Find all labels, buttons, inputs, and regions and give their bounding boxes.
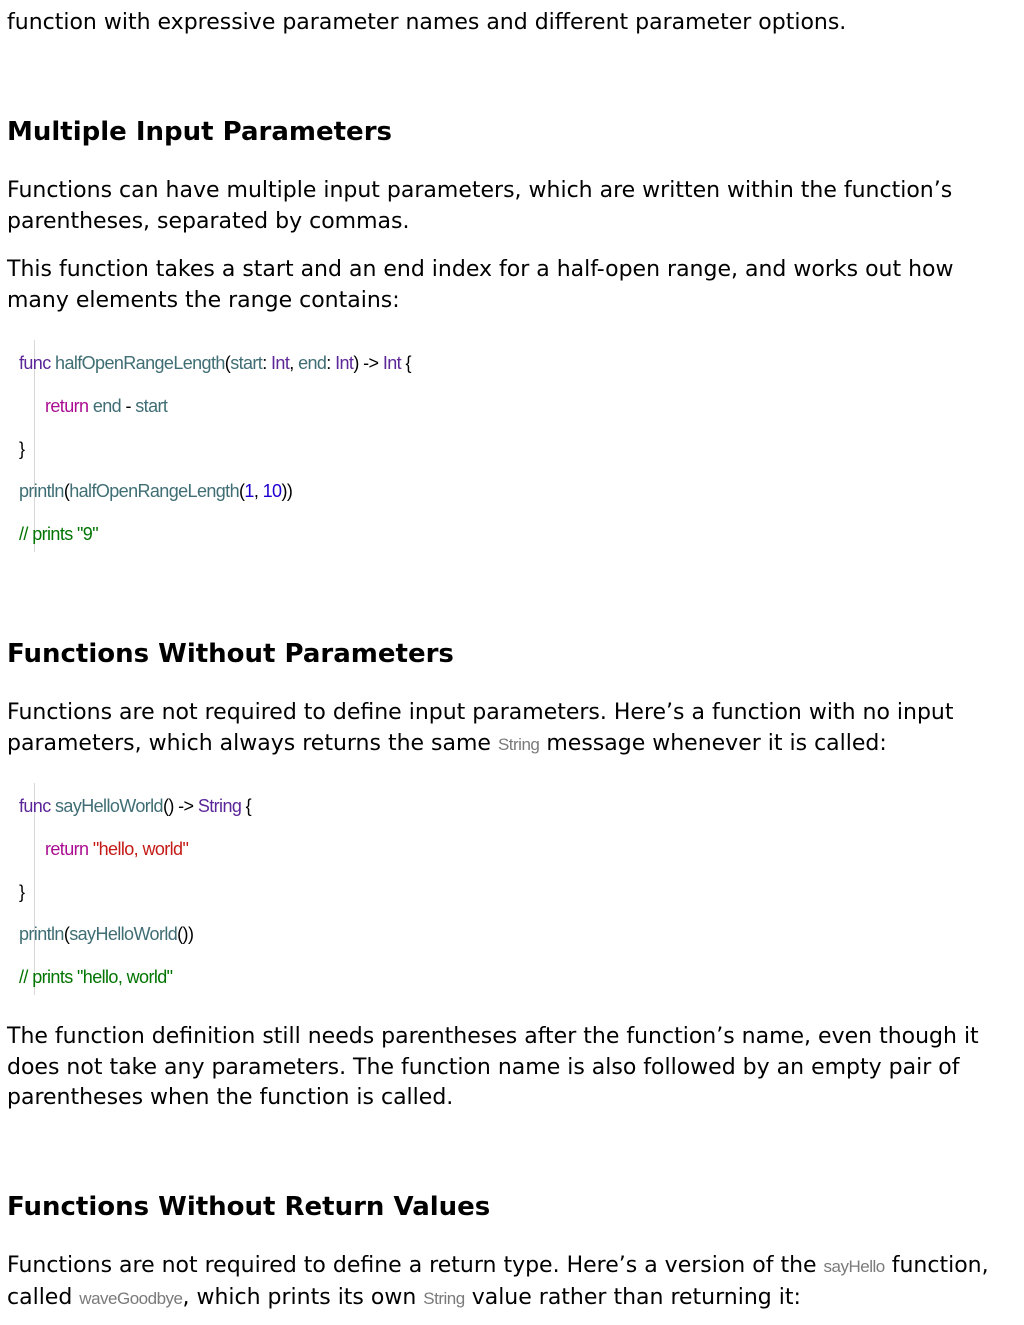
paragraph-line xyxy=(7,1283,1012,1315)
code-punct: () -> xyxy=(162,796,198,816)
code-block-half-open-range xyxy=(19,340,411,552)
code-line xyxy=(45,394,167,418)
inline-code: waveGoodbye xyxy=(79,1288,183,1308)
code-line xyxy=(19,794,251,818)
code-keyword: func xyxy=(19,353,51,373)
code-punct: ( xyxy=(63,924,70,944)
code-keyword: return xyxy=(45,396,89,416)
without-params-paragraph-2 xyxy=(7,1022,1012,1114)
code-punct: : xyxy=(262,353,272,373)
code-line xyxy=(19,522,98,546)
code-line xyxy=(19,479,292,503)
code-identifier: println xyxy=(19,481,64,501)
text-run: parameters, which always returns the same xyxy=(7,730,498,756)
code-punct: , xyxy=(253,481,263,501)
inline-code: String xyxy=(423,1288,465,1308)
code-punct: ) -> xyxy=(353,353,383,373)
intro-paragraph xyxy=(7,8,1012,39)
paragraph-line: many elements the range contains: xyxy=(7,287,400,313)
code-punct: - xyxy=(121,396,136,416)
code-line xyxy=(19,437,24,461)
code-identifier: halfOpenRangeLength xyxy=(69,481,239,501)
code-punct: )) xyxy=(281,481,293,501)
heading-functions-without-parameters: Functions Without Parameters xyxy=(7,639,454,669)
paragraph-line: Functions can have multiple input parameters, which are written within the function’s xyxy=(7,178,953,203)
text-run: called xyxy=(7,1284,80,1310)
inline-code: String xyxy=(497,734,540,754)
multiple-params-paragraph-2 xyxy=(7,255,1012,316)
paragraph-line xyxy=(7,1251,1012,1283)
code-type: String xyxy=(197,796,242,816)
code-punct: } xyxy=(19,439,25,459)
code-type: Int xyxy=(271,353,290,373)
code-identifier: end xyxy=(298,353,327,373)
text-run: , which prints its own xyxy=(182,1284,424,1310)
inline-code: sayHello xyxy=(823,1257,885,1276)
code-block-say-hello-world xyxy=(19,783,252,995)
code-string: "hello, world" xyxy=(92,839,189,859)
paragraph-line: parentheses when the function is called. xyxy=(7,1085,454,1110)
code-line xyxy=(19,965,172,989)
code-type: Int xyxy=(335,353,354,373)
code-identifier: sayHelloWorld xyxy=(69,924,178,944)
code-punct: { xyxy=(241,796,252,816)
code-line xyxy=(19,880,24,904)
code-punct: } xyxy=(19,882,25,902)
text-run: Functions are not required to define a return type. Here’s a version of the xyxy=(7,1253,824,1278)
code-punct: ( xyxy=(239,481,245,501)
code-type: Int xyxy=(382,353,402,373)
text-run: message whenever it is called: xyxy=(539,730,887,756)
text-run: function, xyxy=(884,1253,989,1278)
code-punct: ()) xyxy=(177,924,194,944)
paragraph-line: Functions are not required to define input parameters. Here’s a function with no input xyxy=(7,700,954,725)
code-number: 10 xyxy=(262,481,282,501)
code-identifier: sayHelloWorld xyxy=(55,796,163,816)
code-identifier: start xyxy=(135,396,168,416)
code-keyword: func xyxy=(19,796,51,816)
heading-multiple-input-parameters: Multiple Input Parameters xyxy=(7,117,392,147)
code-line xyxy=(45,837,188,861)
code-number: 1 xyxy=(244,481,254,501)
paragraph-line: This function takes a start and an end index for a half-open range, and works out how xyxy=(7,257,954,282)
code-line xyxy=(19,351,411,375)
multiple-params-paragraph-1 xyxy=(7,176,1012,237)
code-punct: ( xyxy=(224,353,231,373)
code-punct: { xyxy=(401,353,411,373)
without-return-paragraph-1 xyxy=(7,1251,1012,1314)
code-identifier: halfOpenRangeLength xyxy=(55,353,225,373)
code-comment: // prints "hello, world" xyxy=(19,967,173,987)
paragraph-line: does not take any parameters. The function name is also followed by an empty pair of xyxy=(7,1054,960,1080)
code-punct: , xyxy=(289,353,299,373)
code-punct: : xyxy=(326,353,336,373)
paragraph-line: The function definition still needs parentheses after the function’s name, even though it xyxy=(7,1024,979,1049)
paragraph-line xyxy=(7,729,1012,761)
heading-functions-without-return-values: Functions Without Return Values xyxy=(7,1192,491,1222)
code-comment: // prints "9" xyxy=(19,524,99,544)
code-line xyxy=(19,922,193,946)
code-punct: ( xyxy=(63,481,70,501)
intro-line: function with expressive parameter names and different parameter options. xyxy=(7,10,847,35)
code-identifier: end xyxy=(92,396,122,416)
code-keyword: return xyxy=(45,839,89,859)
text-run: value rather than returning it: xyxy=(464,1284,801,1310)
without-params-paragraph-1 xyxy=(7,698,1012,760)
code-identifier: start xyxy=(230,353,263,373)
paragraph-line: parentheses, separated by commas. xyxy=(7,208,410,234)
code-identifier: println xyxy=(19,924,64,944)
